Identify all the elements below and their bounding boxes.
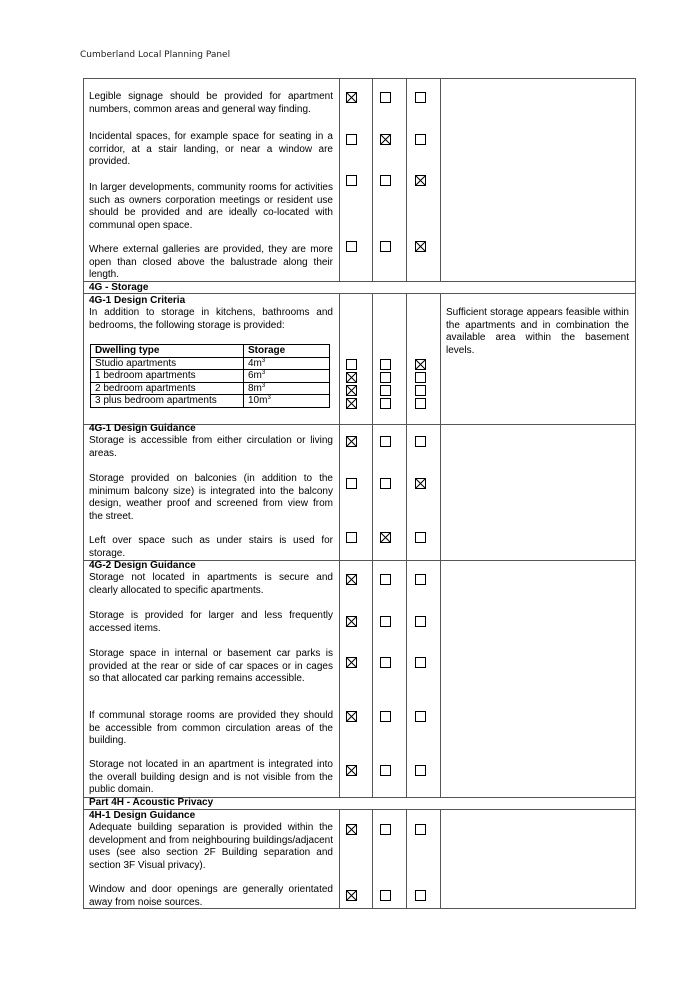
checkbox-na-r7[interactable]: [415, 532, 426, 543]
checkbox-yes-r3[interactable]: [346, 175, 357, 186]
table-row: [91, 395, 330, 408]
checkbox-no-r7[interactable]: [380, 532, 391, 543]
checkbox-na-r14[interactable]: [415, 890, 426, 901]
checkbox-na-r11[interactable]: [415, 711, 426, 722]
checkbox-yes-r1[interactable]: [346, 92, 357, 103]
checkbox-yes-r6[interactable]: [346, 478, 357, 489]
checkbox-no-r1[interactable]: [380, 92, 391, 103]
checkbox-no-r12[interactable]: [380, 765, 391, 776]
checked-cross-icon: [416, 242, 425, 251]
checkbox-na-r1[interactable]: [415, 92, 426, 103]
criteria-intro: In addition to storage in kitchens, bathrooms and bedrooms, the following storage is provided:: [89, 307, 333, 331]
checkbox-yes-r8[interactable]: [346, 574, 357, 585]
checkbox-na-criteria-3[interactable]: [415, 385, 426, 396]
checked-cross-icon: [416, 360, 425, 369]
checkbox-na-r6[interactable]: [415, 478, 426, 489]
checkbox-na-r2[interactable]: [415, 134, 426, 145]
checkbox-yes-r12[interactable]: [346, 765, 357, 776]
checkbox-yes-r9[interactable]: [346, 616, 357, 627]
checkbox-yes-r11[interactable]: [346, 711, 357, 722]
requirement-community-rooms: In larger developments, community rooms for activities such as owners corporation meetings or resident use should be provided and are ideally co-located with communal open space.: [89, 182, 333, 231]
storage-cell: $4m^3$: [244, 357, 330, 370]
section-heading-acoustic: Part 4H - Acoustic Privacy: [89, 797, 214, 808]
checkbox-no-r9[interactable]: [380, 616, 391, 627]
column-header-dwelling-type: Dwelling type: [91, 345, 244, 358]
checked-cross-icon: [416, 176, 425, 185]
checkbox-yes-r5[interactable]: [346, 436, 357, 447]
checkbox-yes-r4[interactable]: [346, 241, 357, 252]
checkbox-yes-criteria-1[interactable]: [346, 359, 357, 370]
checkbox-na-r10[interactable]: [415, 657, 426, 668]
checkbox-na-r8[interactable]: [415, 574, 426, 585]
table-row: [91, 370, 330, 383]
requirement-car-park-storage: Storage space in internal or basement car parks is provided at the rear or side of car spaces or in cages so that allocated car parking remains accessible.: [89, 648, 333, 684]
checkbox-na-r12[interactable]: [415, 765, 426, 776]
checkbox-na-criteria-1[interactable]: [415, 359, 426, 370]
checked-cross-icon: [381, 135, 390, 144]
dwelling-type-cell: Studio apartments: [91, 357, 244, 370]
checkbox-na-r4[interactable]: [415, 241, 426, 252]
guidance-heading-4g1: 4G-1 Design Guidance: [89, 423, 196, 434]
checkbox-yes-r10[interactable]: [346, 657, 357, 668]
dwelling-type-cell: 1 bedroom apartments: [91, 370, 244, 383]
storage-cell: $6m^3$: [244, 370, 330, 383]
checked-cross-icon: [347, 386, 356, 395]
checkbox-yes-r14[interactable]: [346, 890, 357, 901]
checkbox-yes-r2[interactable]: [346, 134, 357, 145]
table-row: [91, 382, 330, 395]
checkbox-no-r14[interactable]: [380, 890, 391, 901]
dwelling-type-cell: 3 plus bedroom apartments: [91, 395, 244, 408]
storage-cell: $8m^3$: [244, 382, 330, 395]
storage-requirements-table: [90, 344, 330, 408]
checkbox-no-r3[interactable]: [380, 175, 391, 186]
checked-cross-icon: [347, 712, 356, 721]
column-header-storage: Storage: [244, 345, 330, 358]
checkbox-yes-criteria-3[interactable]: [346, 385, 357, 396]
checked-cross-icon: [347, 891, 356, 900]
checkbox-yes-criteria-4[interactable]: [346, 398, 357, 409]
checkbox-no-criteria-2[interactable]: [380, 372, 391, 383]
requirement-building-separation: Adequate building separation is provided within the development and from neighbouring buildings/adjacent uses (see also section 2F Building separation and section 3F Visual privacy).: [89, 822, 333, 871]
dwelling-type-cell: 2 bedroom apartments: [91, 382, 244, 395]
checkbox-no-r8[interactable]: [380, 574, 391, 585]
storage-cell: $10m^3$: [244, 395, 330, 408]
checkbox-na-r3[interactable]: [415, 175, 426, 186]
checkbox-na-criteria-2[interactable]: [415, 372, 426, 383]
checkbox-no-criteria-4[interactable]: [380, 398, 391, 409]
section-heading-storage: 4G - Storage: [89, 282, 149, 293]
requirement-window-orientation: Window and door openings are generally orientated away from noise sources.: [89, 884, 333, 908]
checkbox-no-r11[interactable]: [380, 711, 391, 722]
checked-cross-icon: [381, 533, 390, 542]
checkbox-no-r5[interactable]: [380, 436, 391, 447]
checkbox-no-r13[interactable]: [380, 824, 391, 835]
checked-cross-icon: [347, 93, 356, 102]
checked-cross-icon: [347, 437, 356, 446]
assessment-comment: Sufficient storage appears feasible within the apartments and in combination the available area within the basement levels.: [446, 307, 629, 356]
requirement-storage-accessible: Storage is accessible from either circulation or living areas.: [89, 435, 333, 459]
checked-cross-icon: [416, 479, 425, 488]
checkbox-yes-r7[interactable]: [346, 532, 357, 543]
checked-cross-icon: [347, 575, 356, 584]
checkbox-no-r10[interactable]: [380, 657, 391, 668]
requirement-balcony-storage: Storage provided on balconies (in addition to the minimum balcony size) is integrated into the balcony design, weather proof and screened from view from the street.: [89, 473, 333, 522]
checked-cross-icon: [347, 373, 356, 382]
checkbox-na-r13[interactable]: [415, 824, 426, 835]
checked-cross-icon: [347, 617, 356, 626]
checkbox-na-criteria-4[interactable]: [415, 398, 426, 409]
requirement-secure-storage: Storage not located in apartments is secure and clearly allocated to specific apartments.: [89, 572, 333, 596]
checkbox-yes-criteria-2[interactable]: [346, 372, 357, 383]
checked-cross-icon: [347, 766, 356, 775]
checkbox-no-r4[interactable]: [380, 241, 391, 252]
checkbox-no-criteria-3[interactable]: [380, 385, 391, 396]
requirement-signage: Legible signage should be provided for apartment numbers, common areas and general way finding.: [89, 91, 333, 115]
checkbox-na-r5[interactable]: [415, 436, 426, 447]
requirement-larger-items: Storage is provided for larger and less frequently accessed items.: [89, 610, 333, 634]
guidance-heading-4h1: 4H-1 Design Guidance: [89, 810, 196, 821]
table-row: [91, 357, 330, 370]
checked-cross-icon: [347, 825, 356, 834]
criteria-heading: 4G-1 Design Criteria: [89, 295, 186, 306]
checked-cross-icon: [347, 658, 356, 667]
checkbox-no-r2[interactable]: [380, 134, 391, 145]
guidance-heading-4g2: 4G-2 Design Guidance: [89, 560, 196, 571]
requirement-external-galleries: Where external galleries are provided, they are more open than closed above the balustrade along their length.: [89, 244, 333, 280]
requirement-integrated-storage: Storage not located in an apartment is integrated into the overall building design and is not visible from the public domain.: [89, 759, 333, 795]
checked-cross-icon: [347, 399, 356, 408]
requirement-left-over-space: Left over space such as under stairs is used for storage.: [89, 535, 333, 559]
checkbox-na-r9[interactable]: [415, 616, 426, 627]
requirement-incidental-spaces: Incidental spaces, for example space for seating in a corridor, at a stair landing, or near a window are provided.: [89, 131, 333, 167]
checkbox-no-criteria-1[interactable]: [380, 359, 391, 370]
requirement-communal-storage: If communal storage rooms are provided they should be accessible from common circulation areas of the building.: [89, 710, 333, 746]
checkbox-no-r6[interactable]: [380, 478, 391, 489]
checkbox-yes-r13[interactable]: [346, 824, 357, 835]
document-header: Cumberland Local Planning Panel: [80, 50, 231, 60]
